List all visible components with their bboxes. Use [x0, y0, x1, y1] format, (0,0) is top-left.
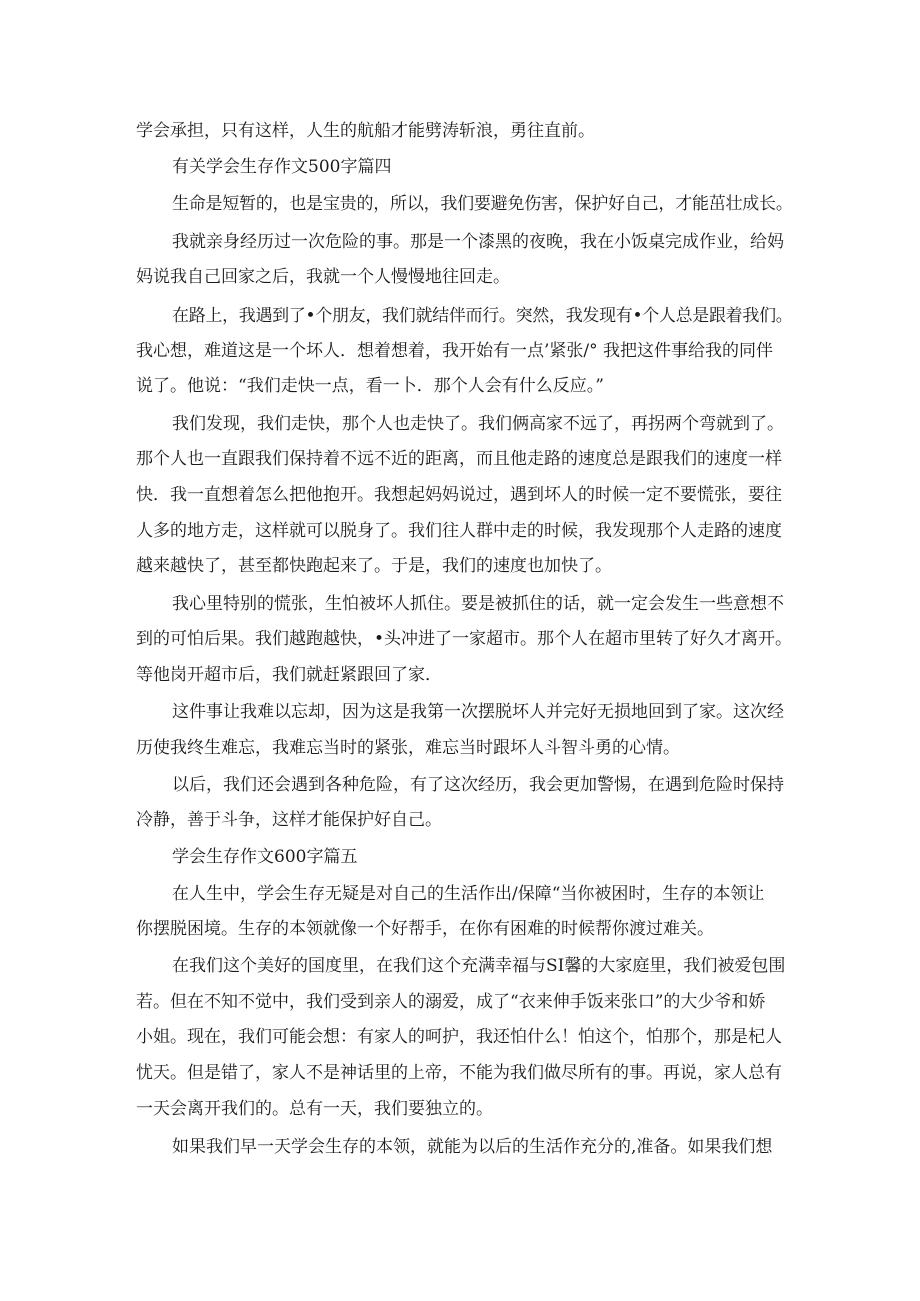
paragraph-line: 快．我一直想着怎么把他抱开。我想起妈妈说过，遇到坏人的时候一定不要慌张，要往: [136, 485, 782, 505]
paragraph-line: 忧天。但是错了，家人不是神话里的上帝，不能为我们做尽所有的事。再说，家人总有: [136, 1063, 782, 1083]
paragraph-line: 生命是短暂的，也是宝贵的，所以，我们要避免伤害，保护好自己，才能茁壮成长。: [172, 194, 793, 214]
paragraph-line: 越来越快了，甚至都快跑起来了。于是，我们的速度也加快了。: [136, 556, 612, 576]
section-heading: 学会生存作文600字篇五: [172, 847, 358, 867]
paragraph-line: 妈说我自己回家之后，我就一个人慢慢地往回走。: [136, 267, 510, 287]
paragraph-line: 以后，我们还会遇到各种危险，有了这次经历，我会更加警惕，在遇到危险时保持: [172, 775, 784, 795]
paragraph-line: 在人生中，学会生存无疑是对自己的生活作出/保障“当你被困时，生存的本领让: [172, 884, 765, 904]
paragraph-line: 我心里特别的慌张，生怕被坏人抓住。要是被抓住的话，就一定会发生一些意想不: [172, 594, 784, 614]
paragraph-line: 我们发现，我们走快，那个人也走快了。我们俩高家不远了，再拐两个弯就到了。: [172, 414, 784, 434]
paragraph-line: 到的可怕后果。我们越跑越快，•头冲进了一家超市。那个人在超市里转了好久才离开。: [136, 629, 793, 649]
paragraph-line: 在我们这个美好的国度里，在我们这个充满幸福与SI馨的大家庭里，我们被爱包围: [172, 956, 786, 976]
paragraph-line: 你摆脱困境。生存的本领就像一个好帮手，在你有困难的时候帮你渡过难关。: [136, 919, 714, 939]
paragraph-line: 学会承担，只有这样，人生的航船才能劈涛斩浪，勇往直前。: [136, 121, 595, 141]
paragraph-line: 小姐。现在，我们可能会想：有家人的呵护，我还怕什么！怕这个，怕那个，那是杞人: [136, 1027, 782, 1047]
paragraph-line: 我就亲身经历过一次危险的事。那是一个漆黑的夜晚，我在小饭桌完成作业，给妈: [172, 232, 784, 252]
paragraph-line: 等他岗开超市后，我们就赶紧跟回了家．: [136, 665, 442, 685]
paragraph-line: 在路上，我遇到了•个朋友，我们就结伴而行。突然，我发现有•个人总是跟着我们。: [172, 306, 793, 326]
paragraph-line: 历使我终生难忘，我难忘当时的紧张，难忘当时跟坏人斗智斗勇的心情。: [136, 738, 680, 758]
paragraph-line: 如果我们早一天学会生存的本领，就能为以后的生活作充分的,准备。如果我们想: [172, 1137, 773, 1157]
paragraph-line: 冷静，善于斗争，这样才能保护好自己。: [136, 810, 442, 830]
paragraph-line: 说了。他说：“我们走快一点，看一卜．那个人会有什么反应。”: [136, 376, 604, 396]
paragraph-line: 若。但在不知不觉中，我们受到亲人的溺爱，成了“衣来伸手饭来张口”的大少爷和娇: [136, 992, 766, 1012]
paragraph-line: 那个人也一直跟我们保持着不远不近的距离，而且他走路的速度总是跟我们的速度一样: [136, 449, 782, 469]
paragraph-line: 人多的地方走，这样就可以脱身了。我们往人群中走的时候，我发现那个人走路的速度: [136, 521, 782, 541]
paragraph-line: 一天会离开我们的。总有一天，我们要独立的。: [136, 1099, 493, 1119]
paragraph-line: 我心想，难道这是一个坏人．想着想着，我开始有一点’紧张/° 我把这件事给我的同伴: [136, 341, 774, 361]
paragraph-line: 这件事让我难以忘却，因为这是我第一次摆脱坏人并完好无损地回到了家。这次经: [172, 702, 784, 722]
section-heading: 有关学会生存作文500字篇四: [172, 157, 392, 177]
